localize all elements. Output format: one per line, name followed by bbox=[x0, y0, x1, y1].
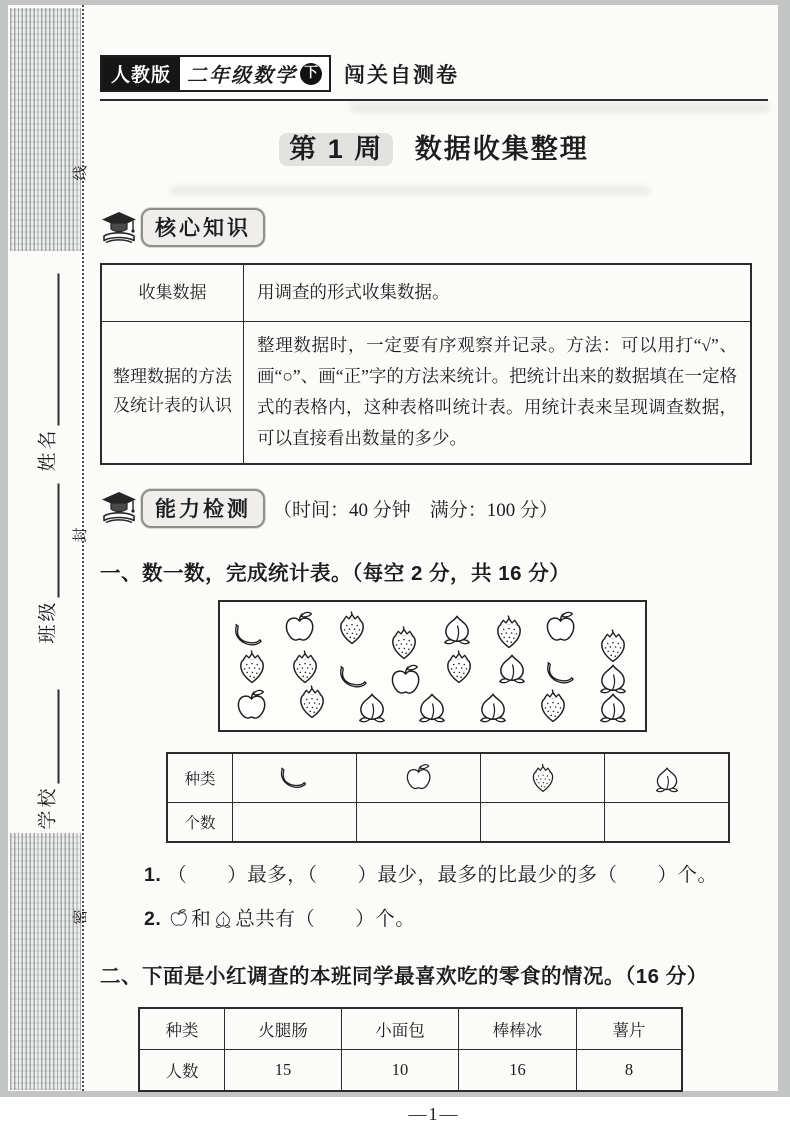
stats-col-apple bbox=[357, 753, 481, 803]
paper-type-label: 闯关自测卷 bbox=[344, 63, 460, 87]
apple-icon bbox=[279, 608, 321, 650]
name-label: 姓名 bbox=[37, 427, 59, 472]
series-text: 二年级数学 bbox=[187, 65, 298, 87]
peach-icon bbox=[211, 907, 235, 931]
week-badge: 第 1 周 bbox=[279, 133, 393, 166]
table-row bbox=[139, 1049, 682, 1091]
apple-icon bbox=[401, 761, 437, 797]
sidebar-field-school bbox=[33, 680, 60, 830]
name-blank bbox=[38, 273, 60, 425]
question-1-2 bbox=[144, 903, 768, 931]
knowledge-term: 整理数据的方法及统计表的认识 bbox=[101, 322, 244, 464]
volume-circle-icon: 下 bbox=[300, 63, 322, 85]
sidebar-field-class bbox=[33, 474, 60, 644]
table-row bbox=[139, 1008, 682, 1050]
snack-survey-table bbox=[138, 1007, 683, 1092]
question-1-1-text: （ ）最多，（ ）最少，最多的比最少的多（ ）个。 bbox=[167, 864, 718, 886]
table-row bbox=[167, 802, 729, 842]
peach-icon bbox=[436, 608, 478, 650]
snack-count-label: 人数 bbox=[139, 1049, 225, 1091]
peach-icon bbox=[472, 686, 514, 728]
page-title bbox=[100, 127, 768, 166]
fruit-row bbox=[231, 647, 634, 685]
table-row bbox=[101, 264, 751, 322]
edition-badge bbox=[100, 55, 331, 92]
page-number: —1— bbox=[408, 1103, 460, 1124]
test-time-score-meta: （时间：40 分钟 满分：100 分） bbox=[273, 499, 559, 521]
graduation-cap-icon bbox=[100, 211, 138, 245]
item-number: 1. bbox=[144, 863, 162, 886]
peach-icon bbox=[411, 686, 453, 728]
strawberry-icon bbox=[231, 647, 273, 689]
strawberry-icon bbox=[291, 682, 333, 724]
apple-icon bbox=[540, 608, 582, 650]
snack-col-header: 火腿肠 bbox=[225, 1008, 342, 1050]
question-1-heading: 一、数一数，完成统计表。（每空 2 分，共 16 分） bbox=[100, 561, 571, 585]
knowledge-desc: 整理数据时，一定要有序观察并记录。方法：可以用打“√”、画“○”、画“正”字的方法来统计。把统计出来的数据填在一定格式的表格内，这种表格叫统计表。用统计表来呈现调查数据，可以直接看出数量的多少。 bbox=[244, 322, 752, 464]
strawberry-icon bbox=[525, 761, 561, 797]
fruit-row bbox=[231, 608, 634, 646]
snack-value: 8 bbox=[577, 1049, 683, 1091]
page-header bbox=[100, 55, 768, 101]
inline-fruit-slot bbox=[167, 909, 191, 930]
snack-col-header: 小面包 bbox=[342, 1008, 459, 1050]
knowledge-term: 收集数据 bbox=[101, 264, 244, 322]
peach-icon bbox=[491, 647, 533, 689]
seal-char-line: 线 bbox=[73, 165, 89, 181]
question-1-2-text: 总共有（ ）个。 bbox=[235, 908, 416, 930]
snack-value: 10 bbox=[342, 1049, 459, 1091]
seal-char-mi: 密 bbox=[73, 909, 89, 925]
stats-count-label: 个数 bbox=[167, 802, 233, 842]
decorative-stripes-bottom bbox=[10, 833, 81, 1090]
publisher-label: 人教版 bbox=[102, 57, 180, 90]
snack-col-header: 棒棒冰 bbox=[459, 1008, 577, 1050]
apple-icon bbox=[167, 907, 191, 931]
and-label: 和 bbox=[191, 908, 212, 930]
series-label bbox=[180, 57, 329, 90]
knowledge-desc: 用调查的形式收集数据。 bbox=[244, 264, 752, 322]
count-cell-blank bbox=[357, 802, 481, 842]
strawberry-icon bbox=[438, 647, 480, 689]
school-label: 学校 bbox=[37, 785, 59, 830]
peach-icon bbox=[649, 761, 685, 797]
strawberry-icon bbox=[331, 608, 373, 650]
class-blank bbox=[38, 483, 60, 597]
snack-value: 16 bbox=[459, 1049, 577, 1091]
stats-col-peach bbox=[605, 753, 730, 803]
snack-kind-label: 种类 bbox=[139, 1008, 225, 1050]
title-text: 数据收集整理 bbox=[414, 134, 589, 164]
count-cell-blank bbox=[481, 802, 605, 842]
strawberry-icon bbox=[532, 686, 574, 728]
fruit-row bbox=[231, 686, 634, 724]
peach-icon bbox=[351, 686, 393, 728]
decorative-stripes-top bbox=[10, 8, 81, 251]
table-row bbox=[101, 322, 751, 464]
banana-icon bbox=[277, 761, 313, 797]
stats-kind-label: 种类 bbox=[167, 753, 233, 803]
seal-char-feng: 封 bbox=[73, 527, 89, 543]
stats-col-strawberry bbox=[481, 753, 605, 803]
class-label: 班级 bbox=[37, 599, 59, 644]
main-content bbox=[100, 55, 768, 1125]
question-2-heading: 二、下面是小红调查的本班同学最喜欢吃的零食的情况。（16 分） bbox=[100, 964, 708, 988]
core-knowledge-label: 核心知识 bbox=[141, 208, 265, 247]
apple-icon bbox=[231, 686, 273, 728]
count-cell-blank bbox=[605, 802, 730, 842]
count-cell-blank bbox=[233, 802, 357, 842]
snack-col-header: 薯片 bbox=[577, 1008, 683, 1050]
knowledge-table bbox=[100, 263, 752, 465]
fruit-stats-table bbox=[166, 752, 730, 843]
ability-test-heading bbox=[100, 489, 768, 528]
inline-fruit-slot bbox=[211, 909, 235, 930]
fruit-picture-box bbox=[218, 600, 647, 732]
item-number: 2. bbox=[144, 907, 162, 930]
school-blank bbox=[38, 689, 60, 783]
graduation-cap-icon bbox=[100, 491, 138, 525]
table-row bbox=[167, 753, 729, 803]
snack-value: 15 bbox=[225, 1049, 342, 1091]
stats-col-banana bbox=[233, 753, 357, 803]
ability-test-label: 能力检测 bbox=[141, 489, 265, 528]
sidebar-field-name bbox=[33, 264, 60, 472]
core-knowledge-heading bbox=[100, 208, 768, 247]
peach-icon bbox=[592, 686, 634, 728]
question-1-1 bbox=[144, 859, 768, 887]
